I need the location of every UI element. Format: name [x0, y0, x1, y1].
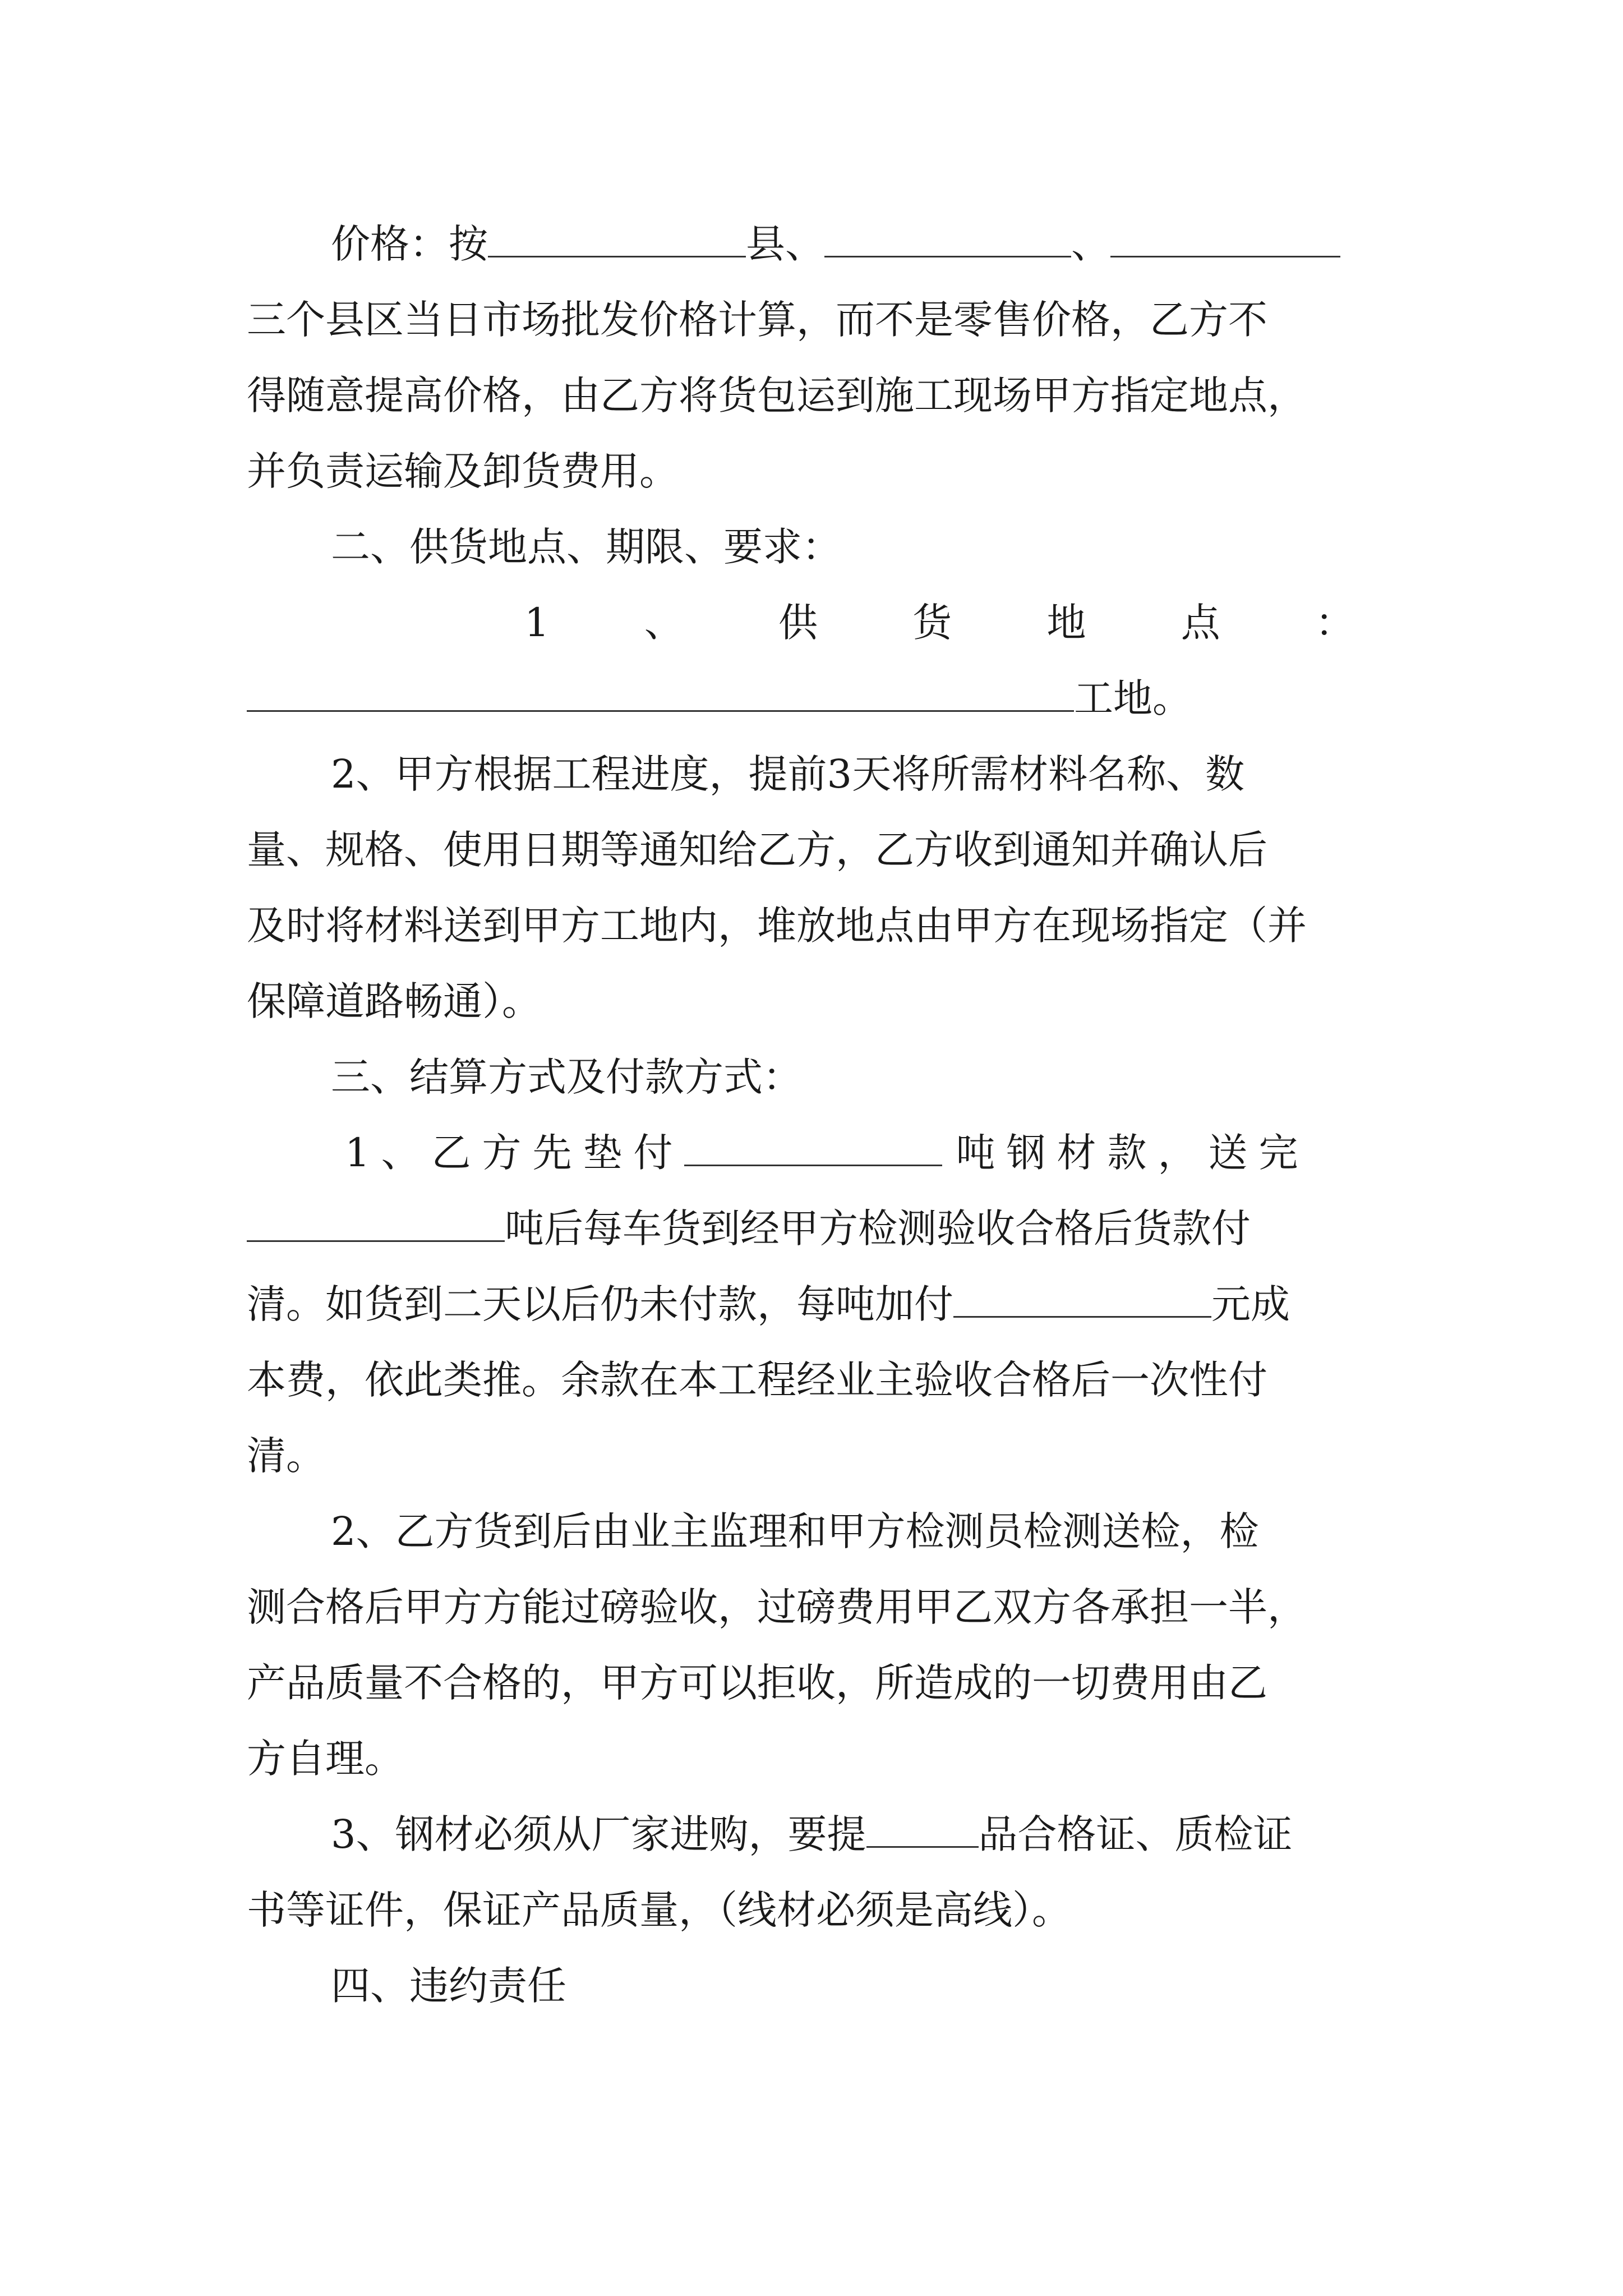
item1-part: 地 [1046, 600, 1086, 646]
item3-b: 品合格证、质检证 [978, 1811, 1293, 1857]
blank-location [247, 675, 1074, 712]
item1-part: ： [1315, 600, 1354, 646]
item1-l3a: 清。如货到二天以后仍未付款，每吨加付 [247, 1281, 953, 1327]
blank-county-1 [488, 221, 746, 257]
section3-item2-line2: 测合格后甲方方能过磅验收，过磅费用甲乙双方各承担一半， [247, 1584, 1307, 1630]
section3-item1-line3 [247, 1276, 1385, 1332]
blank-tons-delivered [247, 1205, 505, 1242]
price-line-4: 并负责运输及卸货费用。 [247, 448, 679, 494]
price-sep: 、 [1071, 221, 1110, 267]
section2-item2-line3: 及时将材料送到甲方工地内，堆放地点由甲方在现场指定（并 [247, 903, 1307, 949]
section4-heading: 四、违约责任 [331, 1963, 566, 2009]
section2-item2-line1: 2、甲方根据工程进度，提前3天将所需材料名称、数 [331, 751, 1245, 797]
item1-part: 供 [778, 600, 818, 646]
section3-item1-line5: 清。 [247, 1433, 325, 1479]
section3-item1-line1 [247, 1125, 1385, 1181]
blank-fee-per-ton [953, 1281, 1211, 1318]
section3-item2-line4: 方自理。 [247, 1736, 404, 1782]
section3-item3-line2: 书等证件，保证产品质量，（线材必须是高线）。 [247, 1887, 1071, 1933]
price-line-2: 三个县区当日市场批发价格计算，而不是零售价格，乙方不 [247, 297, 1267, 343]
price-label: 价格：按 [331, 221, 488, 267]
section3-item1-line4: 本费，依此类推。余款在本工程经业主验收合格后一次性付 [247, 1357, 1267, 1403]
section3-item1-line2 [247, 1200, 1385, 1257]
blank-product [866, 1811, 979, 1848]
section3-heading: 三、结算方式及付款方式： [331, 1054, 802, 1100]
item1-part: 1 [524, 600, 550, 646]
section2-item1-line1 [524, 595, 1354, 651]
section2-item2-line4: 保障道路畅通）。 [247, 978, 541, 1024]
item1-part: 点 [1181, 600, 1220, 646]
price-line-3: 得随意提高价格，由乙方将货包运到施工现场甲方指定地点， [247, 372, 1307, 418]
item1-part: 、 [644, 600, 684, 646]
item1-l2: 吨后每车货到经甲方检测验收合格后货款付 [505, 1205, 1251, 1251]
section3-item2-line3: 产品质量不合格的，甲方可以拒收，所造成的一切费用由乙 [247, 1660, 1267, 1706]
item3-a: 3、钢材必须从厂家进购，要提 [331, 1811, 866, 1857]
item1-end: 工地。 [1074, 675, 1192, 721]
blank-county-3 [1110, 221, 1340, 257]
price-line-1 [247, 216, 1385, 272]
blank-tons-advance [684, 1130, 942, 1166]
price-county: 县、 [746, 221, 824, 267]
item1-l3b: 元成 [1211, 1281, 1290, 1327]
item1-prefix: 1、乙方先垫付 [345, 1130, 684, 1176]
section2-item1-line2 [247, 670, 1385, 726]
item1-part: 货 [912, 600, 952, 646]
section3-item2-line1: 2、乙方货到后由业主监理和甲方检测员检测送检，检 [331, 1508, 1259, 1554]
section2-item2-line2: 量、规格、使用日期等通知给乙方，乙方收到通知并确认后 [247, 827, 1267, 873]
item1-mid: 吨钢材款，送完 [956, 1130, 1310, 1176]
section2-heading: 二、供货地点、期限、要求： [331, 524, 841, 570]
blank-county-2 [824, 221, 1071, 257]
section3-item3-line1 [247, 1806, 1385, 1862]
